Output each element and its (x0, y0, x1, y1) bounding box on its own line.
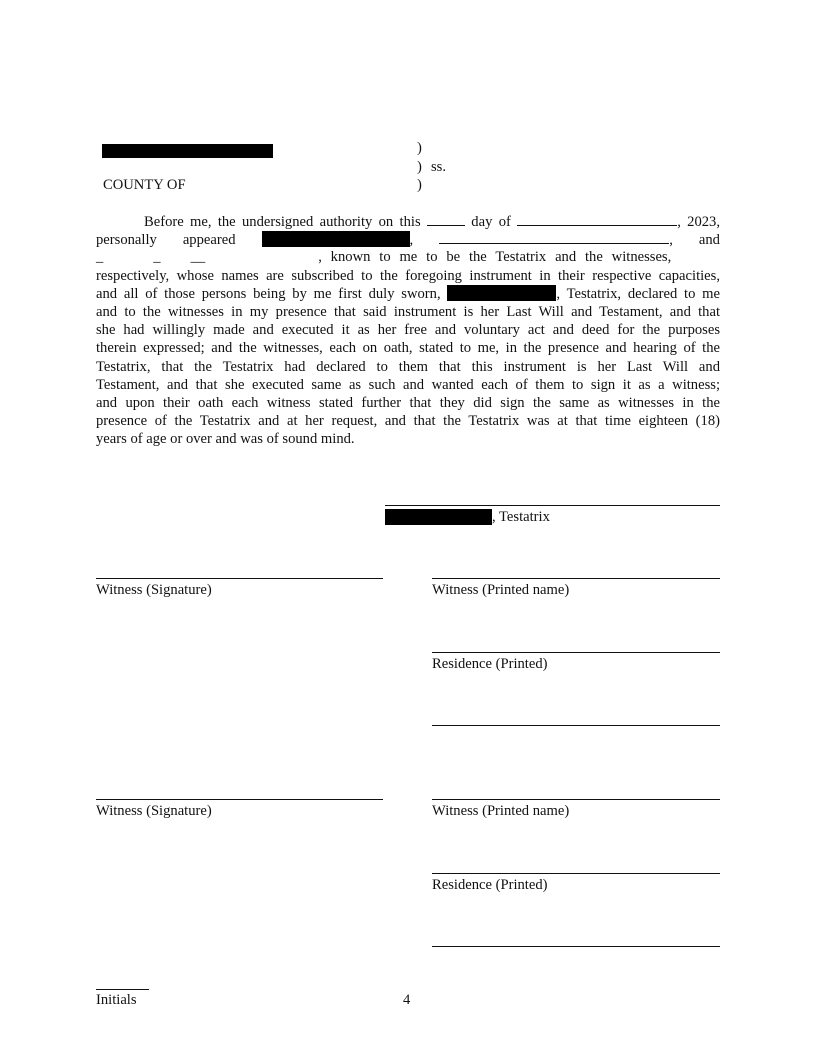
venue-paren-2: ) (417, 159, 422, 175)
witness-2-printed-name-label: Witness (Printed name) (432, 803, 570, 819)
paragraph-line-2: personally appeared , , and (96, 232, 720, 249)
redacted-testatrix-signature-name (385, 509, 492, 525)
testatrix-signature-line[interactable] (385, 505, 720, 506)
witness-1-printed-name-line[interactable] (432, 578, 720, 579)
witness-2-printed-name-line[interactable] (432, 799, 720, 800)
paragraph-line-12: presence of the Testatrix and at her request, and that the Testatrix was at that time eighteen (18) (96, 413, 720, 430)
paragraph-line-3: _ _ __ , known to me to be the Testatrix and the witnesses, (96, 249, 672, 266)
venue-ss: ss. (431, 159, 447, 175)
witness-1-signature-label: Witness (Signature) (96, 582, 212, 598)
paragraph-line-4: respectively, whose names are subscribed to the foregoing instrument in their respective capacities, (96, 267, 720, 284)
redacted-testatrix-name (262, 231, 410, 247)
redacted-testatrix-name-2 (447, 285, 556, 301)
paragraph-line-5: and all of those persons being by me first duly sworn, , Testatrix, declared to me (96, 285, 721, 302)
witness-1-residence-line-2[interactable] (432, 725, 720, 726)
venue-paren-1: ) (417, 140, 422, 156)
witness-2-residence-line[interactable] (432, 873, 720, 874)
testatrix-label: , Testatrix (492, 509, 550, 525)
witness-1-residence-label: Residence (Printed) (432, 656, 548, 672)
month-blank[interactable] (517, 212, 677, 226)
initials-label: Initials (96, 992, 137, 1008)
witness-one-name-blank[interactable] (439, 230, 669, 244)
page-number: 4 (403, 992, 411, 1008)
attestation-paragraph (96, 212, 720, 448)
paragraph-line-1: Before me, the undersigned authority on this day of , 2023, (144, 214, 720, 230)
redacted-state-name (102, 144, 273, 158)
paragraph-line-13: years of age or over and was of sound mind. (96, 431, 355, 448)
day-blank[interactable] (427, 212, 465, 226)
venue-paren-3: ) (417, 177, 422, 193)
paragraph-line-6: and to the witnesses in my presence that said instrument is her Last Will and Testament, and that (96, 303, 720, 320)
paragraph-line-9: Testatrix, that the Testatrix had declared to them that this instrument is her Last Will and (96, 358, 720, 375)
county-label: COUNTY OF (103, 177, 186, 193)
witness-1-residence-line[interactable] (432, 652, 720, 653)
witness-2-residence-label: Residence (Printed) (432, 877, 548, 893)
witness-2-residence-line-2[interactable] (432, 946, 720, 947)
paragraph-line-8: therein expressed; and the witnesses, each on oath, stated to me, in the presence and hearing of the (96, 340, 720, 357)
paragraph-line-10: Testament, and that she executed same as such and wanted each of them to sign it as a witness; (96, 376, 720, 393)
paragraph-line-7: she had willingly made and executed it as her free and voluntary act and deed for the purposes (96, 322, 720, 339)
witness-1-printed-name-label: Witness (Printed name) (432, 582, 570, 598)
witness-2-signature-label: Witness (Signature) (96, 803, 212, 819)
witness-1-signature-line[interactable] (96, 578, 383, 579)
initials-line[interactable] (96, 989, 149, 990)
witness-2-signature-line[interactable] (96, 799, 383, 800)
paragraph-line-11: and upon their oath each witness stated further that they did sign the same as witnesses in the (96, 394, 720, 411)
